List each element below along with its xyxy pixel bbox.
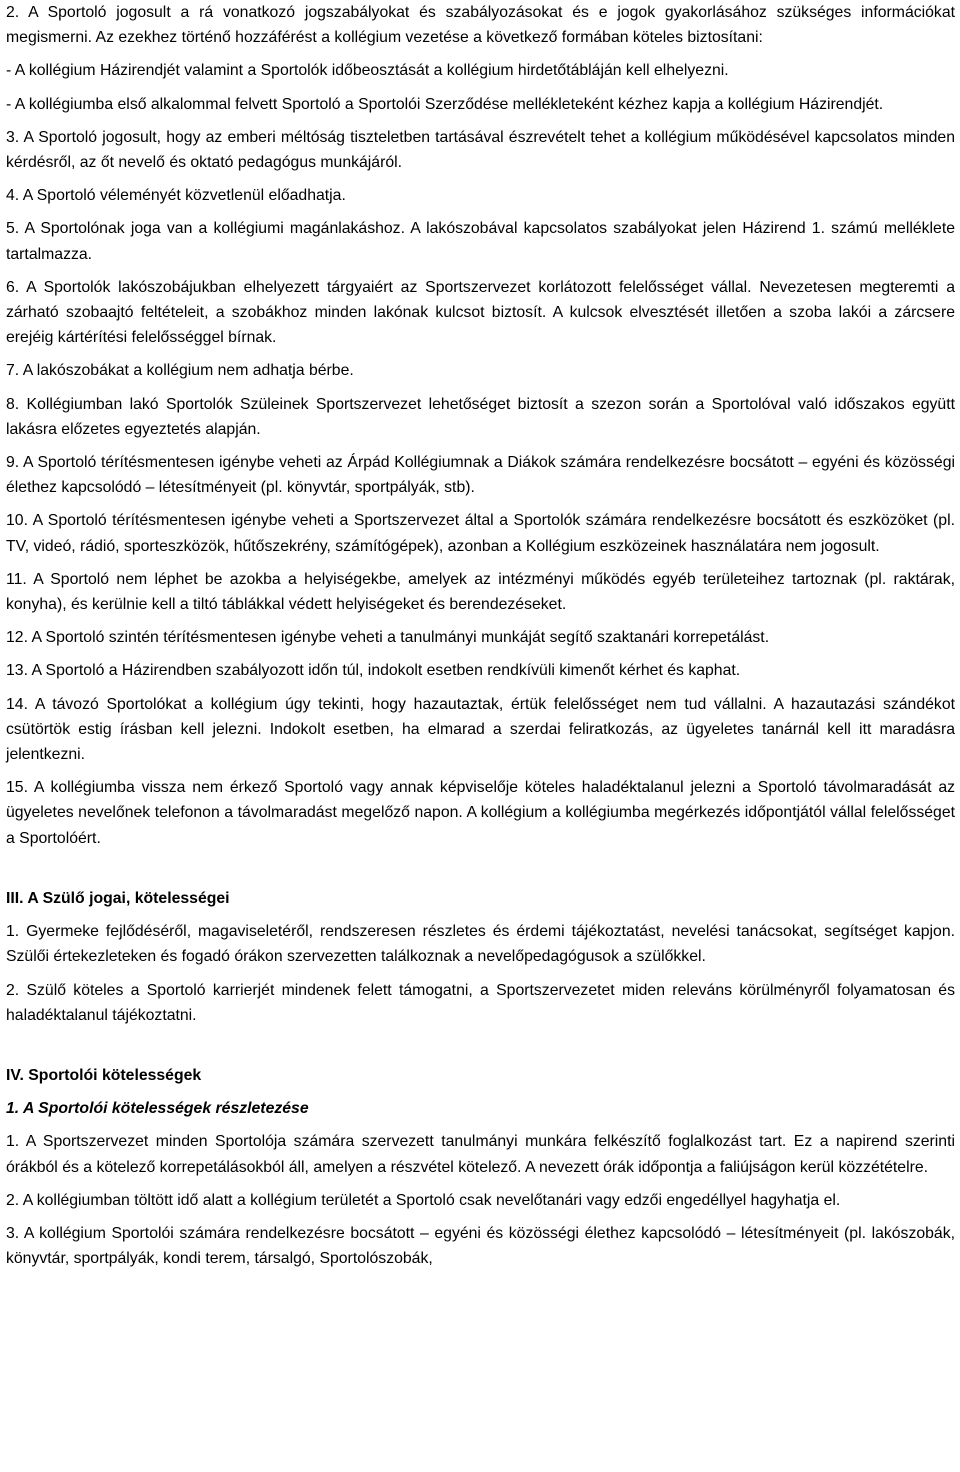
section-4-subheading: 1. A Sportolói kötelességek részletezése	[6, 1100, 309, 1118]
section-4-paragraph-3: 3. A kollégium Sportolói számára rendelkezésre bocsátott – egyéni és közösségi élethez kapcsolódó – létesítményeit (pl. lakószobák, könyvtár, sportpályák, kondi terem, társalgó, Sportolószobák,	[6, 1224, 955, 1268]
paragraph-11: 11. A Sportoló nem léphet be azokba a helyiségekbe, amelyek az intézményi működés egyéb területeihez tartoznak (pl. raktárak, konyha), és kerülnie kell a tiltó táblákkal védett helyiségeket és berendezéseket.	[6, 570, 955, 614]
paragraph-14: 14. A távozó Sportolókat a kollégium úgy tekinti, hogy hazautaztak, értük felelősséget nem tud vállalni. A hazautazási szándékot csütörtök estig írásban kell jelezni. Indokolt esetben, ha elmarad a szerdai feliratkozás, az ügyeletes tanárnál kell itt maradásra jelentkezni.	[6, 695, 955, 764]
paragraph-2-item-a: - A kollégium Házirendjét valamint a Sportolók időbeosztását a kollégium hirdetőtábláján kell elhelyezni.	[6, 62, 729, 80]
paragraph-9: 9. A Sportoló térítésmentesen igénybe veheti az Árpád Kollégiumnak a Diákok számára rendelkezésre bocsátott – egyéni és közösségi élethez kapcsolódó – létesítményeit (pl. könyvtár, sportpályák, stb).	[6, 454, 955, 497]
paragraph-4: 4. A Sportoló véleményét közvetlenül előadhatja.	[6, 187, 346, 205]
paragraph-7: 7. A lakószobákat a kollégium nem adhatja bérbe.	[6, 362, 354, 380]
paragraph-12: 12. A Sportoló szintén térítésmentesen igénybe veheti a tanulmányi munkáját segítő szaktanári korrepetálást.	[6, 629, 770, 647]
section-3-paragraph-1: 1. Gyermeke fejlődéséről, magaviseletéről, rendszeresen részletes és érdemi tájékoztatást, nevelési tanácsokat, segítséget kapjon. Szülői értekezleteken és fogadó órákon szervezetten találkoznak a nevelőpedagógusok a szülőkkel.	[6, 923, 955, 966]
paragraph-5: 5. A Sportolónak joga van a kollégiumi magánlakáshoz. A lakószobával kapcsolatos szabályokat jelen Házirend 1. számú melléklete tartalmazza.	[6, 220, 955, 263]
section-3-heading: III. A Szülő jogai, kötelességei	[6, 889, 230, 907]
section-4-paragraph-1: 1. A Sportszervezet minden Sportolója számára szervezett tanulmányi munkára felkészítő foglalkozást tart. Ez a napirend szerinti órákból és a kötelező korrepetálásokból áll, amelyen a részvétel kötelező. A nevezett órák időpontja a faliújságon kerül közzétételre.	[6, 1133, 955, 1176]
section-3-paragraph-2: 2. Szülő köteles a Sportoló karrierjét mindenek felett támogatni, a Sportszervezetet miden releváns körülményről folyamatosan és haladéktalanul tájékoztatni.	[6, 981, 955, 1024]
paragraph-2: 2. A Sportoló jogosult a rá vonatkozó jogszabályokat és szabályozásokat és e jogok gyakorlásához szükséges információkat megismerni. Az ezekhez történő hozzáférést a kollégium vezetése a következő formában köteles biztosítani:	[6, 4, 955, 47]
paragraph-6: 6. A Sportolók lakószobájukban elhelyezett tárgyaiért az Sportszervezet korlátozott felelősséget vállal. Nevezetesen megteremti a zárható szobaajtó feltételeit, a szobákhoz minden lakónak kulcsot biztosít. A kulcsok elvesztését illetően a szoba lakói a zárcsere erejéig kártérítési felelősséggel bírnak.	[6, 278, 955, 347]
section-4-heading: IV. Sportolói kötelességek	[6, 1066, 202, 1084]
section-4-paragraph-2: 2. A kollégiumban töltött idő alatt a kollégium területét a Sportoló csak nevelőtanári vagy edzői engedéllyel hagyhatja el.	[6, 1191, 841, 1209]
paragraph-10: 10. A Sportoló térítésmentesen igénybe veheti a Sportszervezet által a Sportolók számára rendelkezésre bocsátott és eszközöket (pl. TV, videó, rádió, sporteszközök, hűtőszekrény, számítógépek), azonban a Kollégium eszközeinek használatára nem jogosult.	[6, 512, 955, 555]
paragraph-3: 3. A Sportoló jogosult, hogy az emberi méltóság tiszteletben tartásával észrevételt tehet a kollégium működésével kapcsolatos minden kérdésről, az őt nevelő és oktató pedagógus munkájáról.	[6, 128, 955, 172]
paragraph-2-item-b: - A kollégiumba első alkalommal felvett Sportoló a Sportolói Szerződése mellékleteként kézhez kapja a kollégium Házirendjét.	[6, 95, 884, 113]
paragraph-15: 15. A kollégiumba vissza nem érkező Sportoló vagy annak képviselője köteles haladéktalanul jelezni a Sportoló távolmaradását az ügyeletes nevelőnek telefonon a távolmaradást megelőző napon. A kollégium a kollégiumba megérkezés időpontjától vállal felelősséget a Sportolóért.	[6, 779, 955, 847]
paragraph-8: 8. Kollégiumban lakó Sportolók Szüleinek Sportszervezet lehetőséget biztosít a szezon során a Sportolóval való időszakos együtt lakásra előzetes egyeztetés alapján.	[6, 395, 955, 438]
paragraph-13: 13. A Sportoló a Házirendben szabályozott időn túl, indokolt esetben rendkívüli kimenőt kérhet és kaphat.	[6, 662, 741, 680]
